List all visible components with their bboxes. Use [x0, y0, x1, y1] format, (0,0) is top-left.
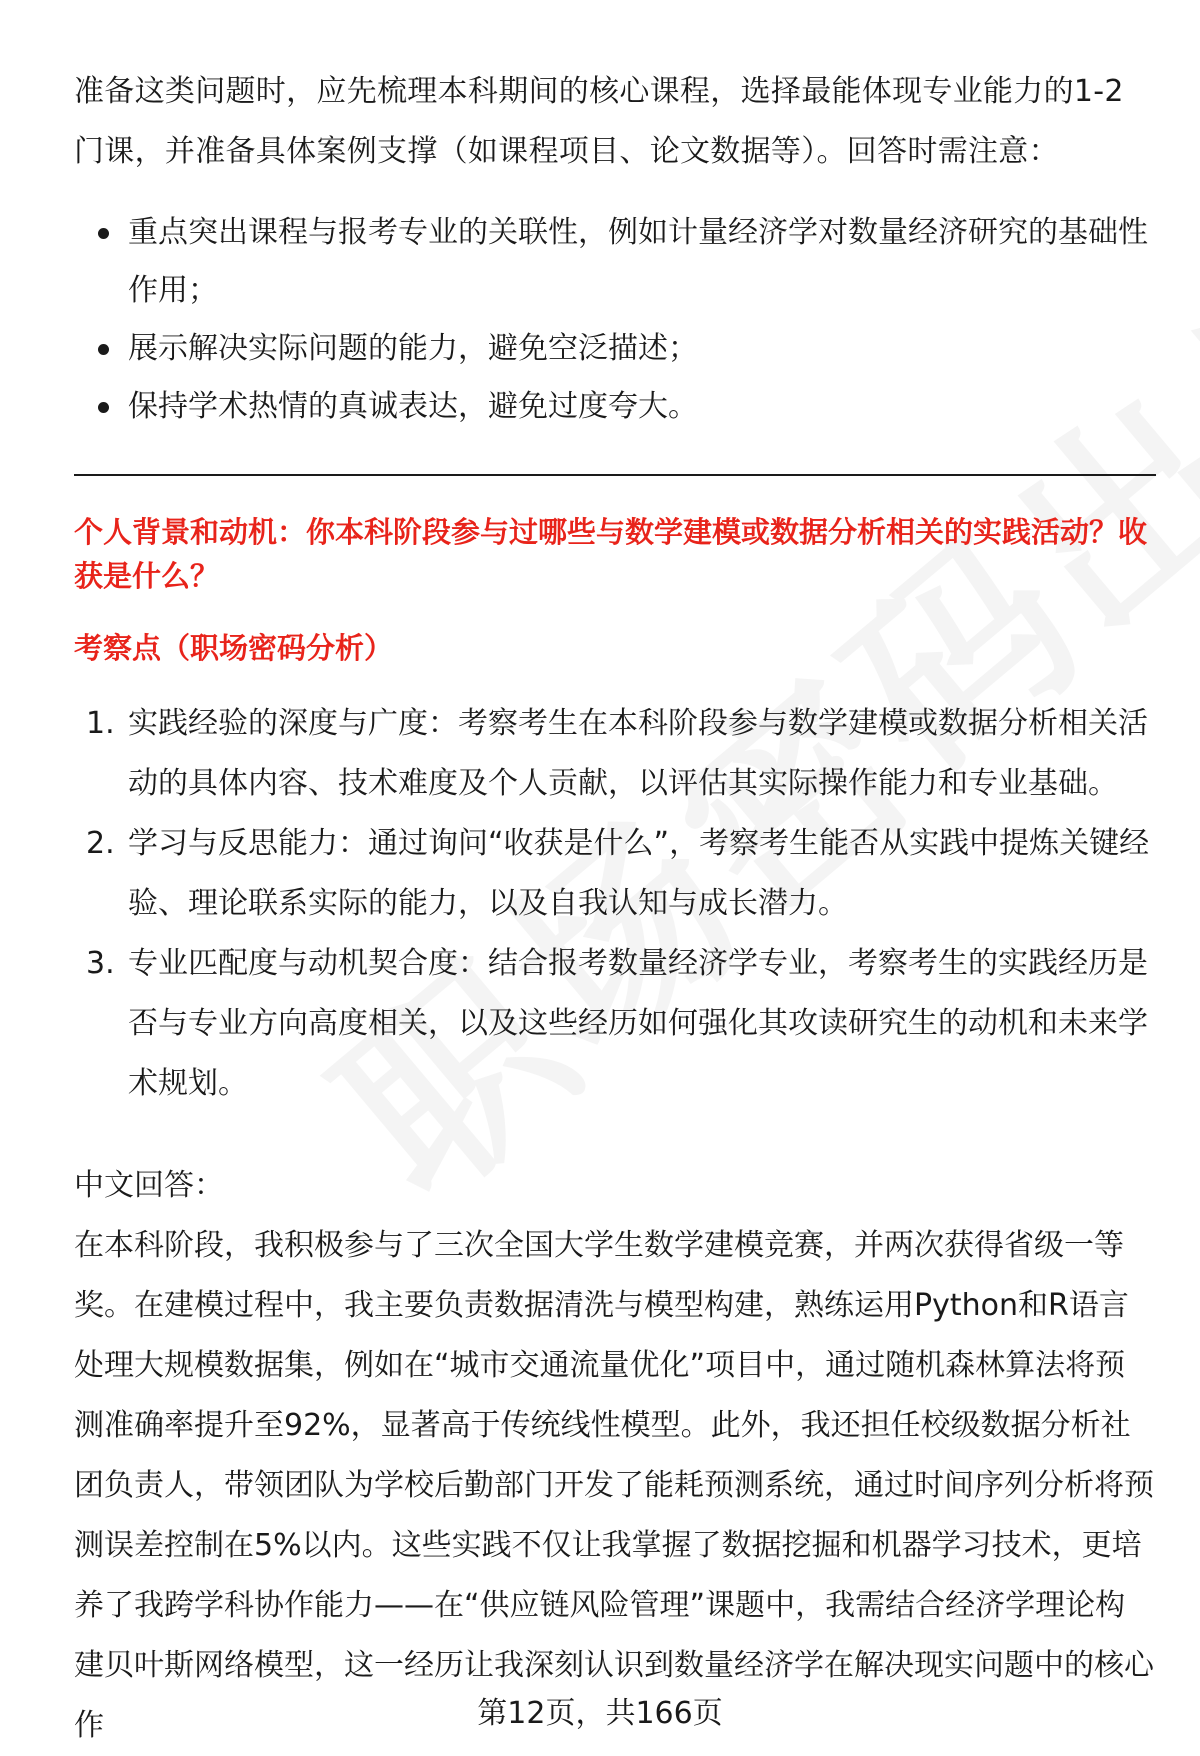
section-divider [74, 474, 1156, 476]
tip-text: 重点突出课程与报考专业的关联性，例如计量经济学对数量经济研究的基础性作用； [128, 215, 1148, 308]
analysis-heading: 考察点（职场密码分析） [74, 631, 394, 665]
point-text: 专业匹配度与动机契合度：结合报考数量经济学专业，考察考生的实践经历是否与专业方向高度相关，以及这些经历如何强化其攻读研究生的动机和未来学术规划。 [128, 946, 1148, 1101]
tips-list [74, 204, 1154, 436]
page-footer: 第12页，共166页 [477, 1696, 723, 1731]
bullet-icon [98, 228, 109, 239]
document-page [74, 62, 1154, 1756]
analysis-points-list [74, 694, 1154, 1114]
bullet-icon [98, 402, 109, 413]
list-item [74, 934, 1154, 1114]
list-item [74, 204, 1154, 320]
list-item [74, 320, 1154, 378]
question-heading: 个人背景和动机：你本科阶段参与过哪些与数学建模或数据分析相关的实践活动？收获是什么？ [74, 515, 1148, 593]
tip-text: 展示解决实际问题的能力，避免空泛描述； [128, 331, 698, 366]
answer-label: 中文回答： [74, 1168, 224, 1203]
list-item [74, 814, 1154, 934]
item-number: 3. [86, 946, 115, 981]
bullet-icon [98, 344, 109, 355]
tip-text: 保持学术热情的真诚表达，避免过度夸大。 [128, 389, 698, 424]
point-text: 学习与反思能力：通过询问“收获是什么”，考察考生能否从实践中提炼关键经验、理论联系实际的能力，以及自我认知与成长潜力。 [128, 826, 1150, 921]
intro-paragraph: 准备这类问题时，应先梳理本科期间的核心课程，选择最能体现专业能力的1-2门课，并准备具体案例支撑（如课程项目、论文数据等）。回答时需注意： [74, 74, 1124, 169]
list-item [74, 378, 1154, 436]
item-number: 1. [86, 706, 115, 741]
list-item [74, 694, 1154, 814]
item-number: 2. [86, 826, 115, 861]
answer-body: 在本科阶段，我积极参与了三次全国大学生数学建模竞赛，并两次获得省级一等奖。在建模过程中，我主要负责数据清洗与模型构建，熟练运用Python和R语言处理大规模数据集，例如在“城市交通流量优化”项目中，通过随机森林算法将预测准确率提升至92%，显著高于传统线性模型。此外，我还担任校级数据分析社团负责人，带领团队为学校后勤部门开发了能耗预测系统，通过时间序列分析将预测误差控制在5%以内。这些实践不仅让我掌握了数据挖掘和机器学习技术，更培养了我跨学科协作能力——在“供应链风险管理”课题中，我需结合经济学理论构建贝叶斯网络模型，这一经历让我深刻认识到数量经济学在解决现实问题中的核心作 [74, 1228, 1154, 1743]
point-text: 实践经验的深度与广度：考察考生在本科阶段参与数学建模或数据分析相关活动的具体内容、技术难度及个人贡献，以评估其实际操作能力和专业基础。 [128, 706, 1148, 801]
